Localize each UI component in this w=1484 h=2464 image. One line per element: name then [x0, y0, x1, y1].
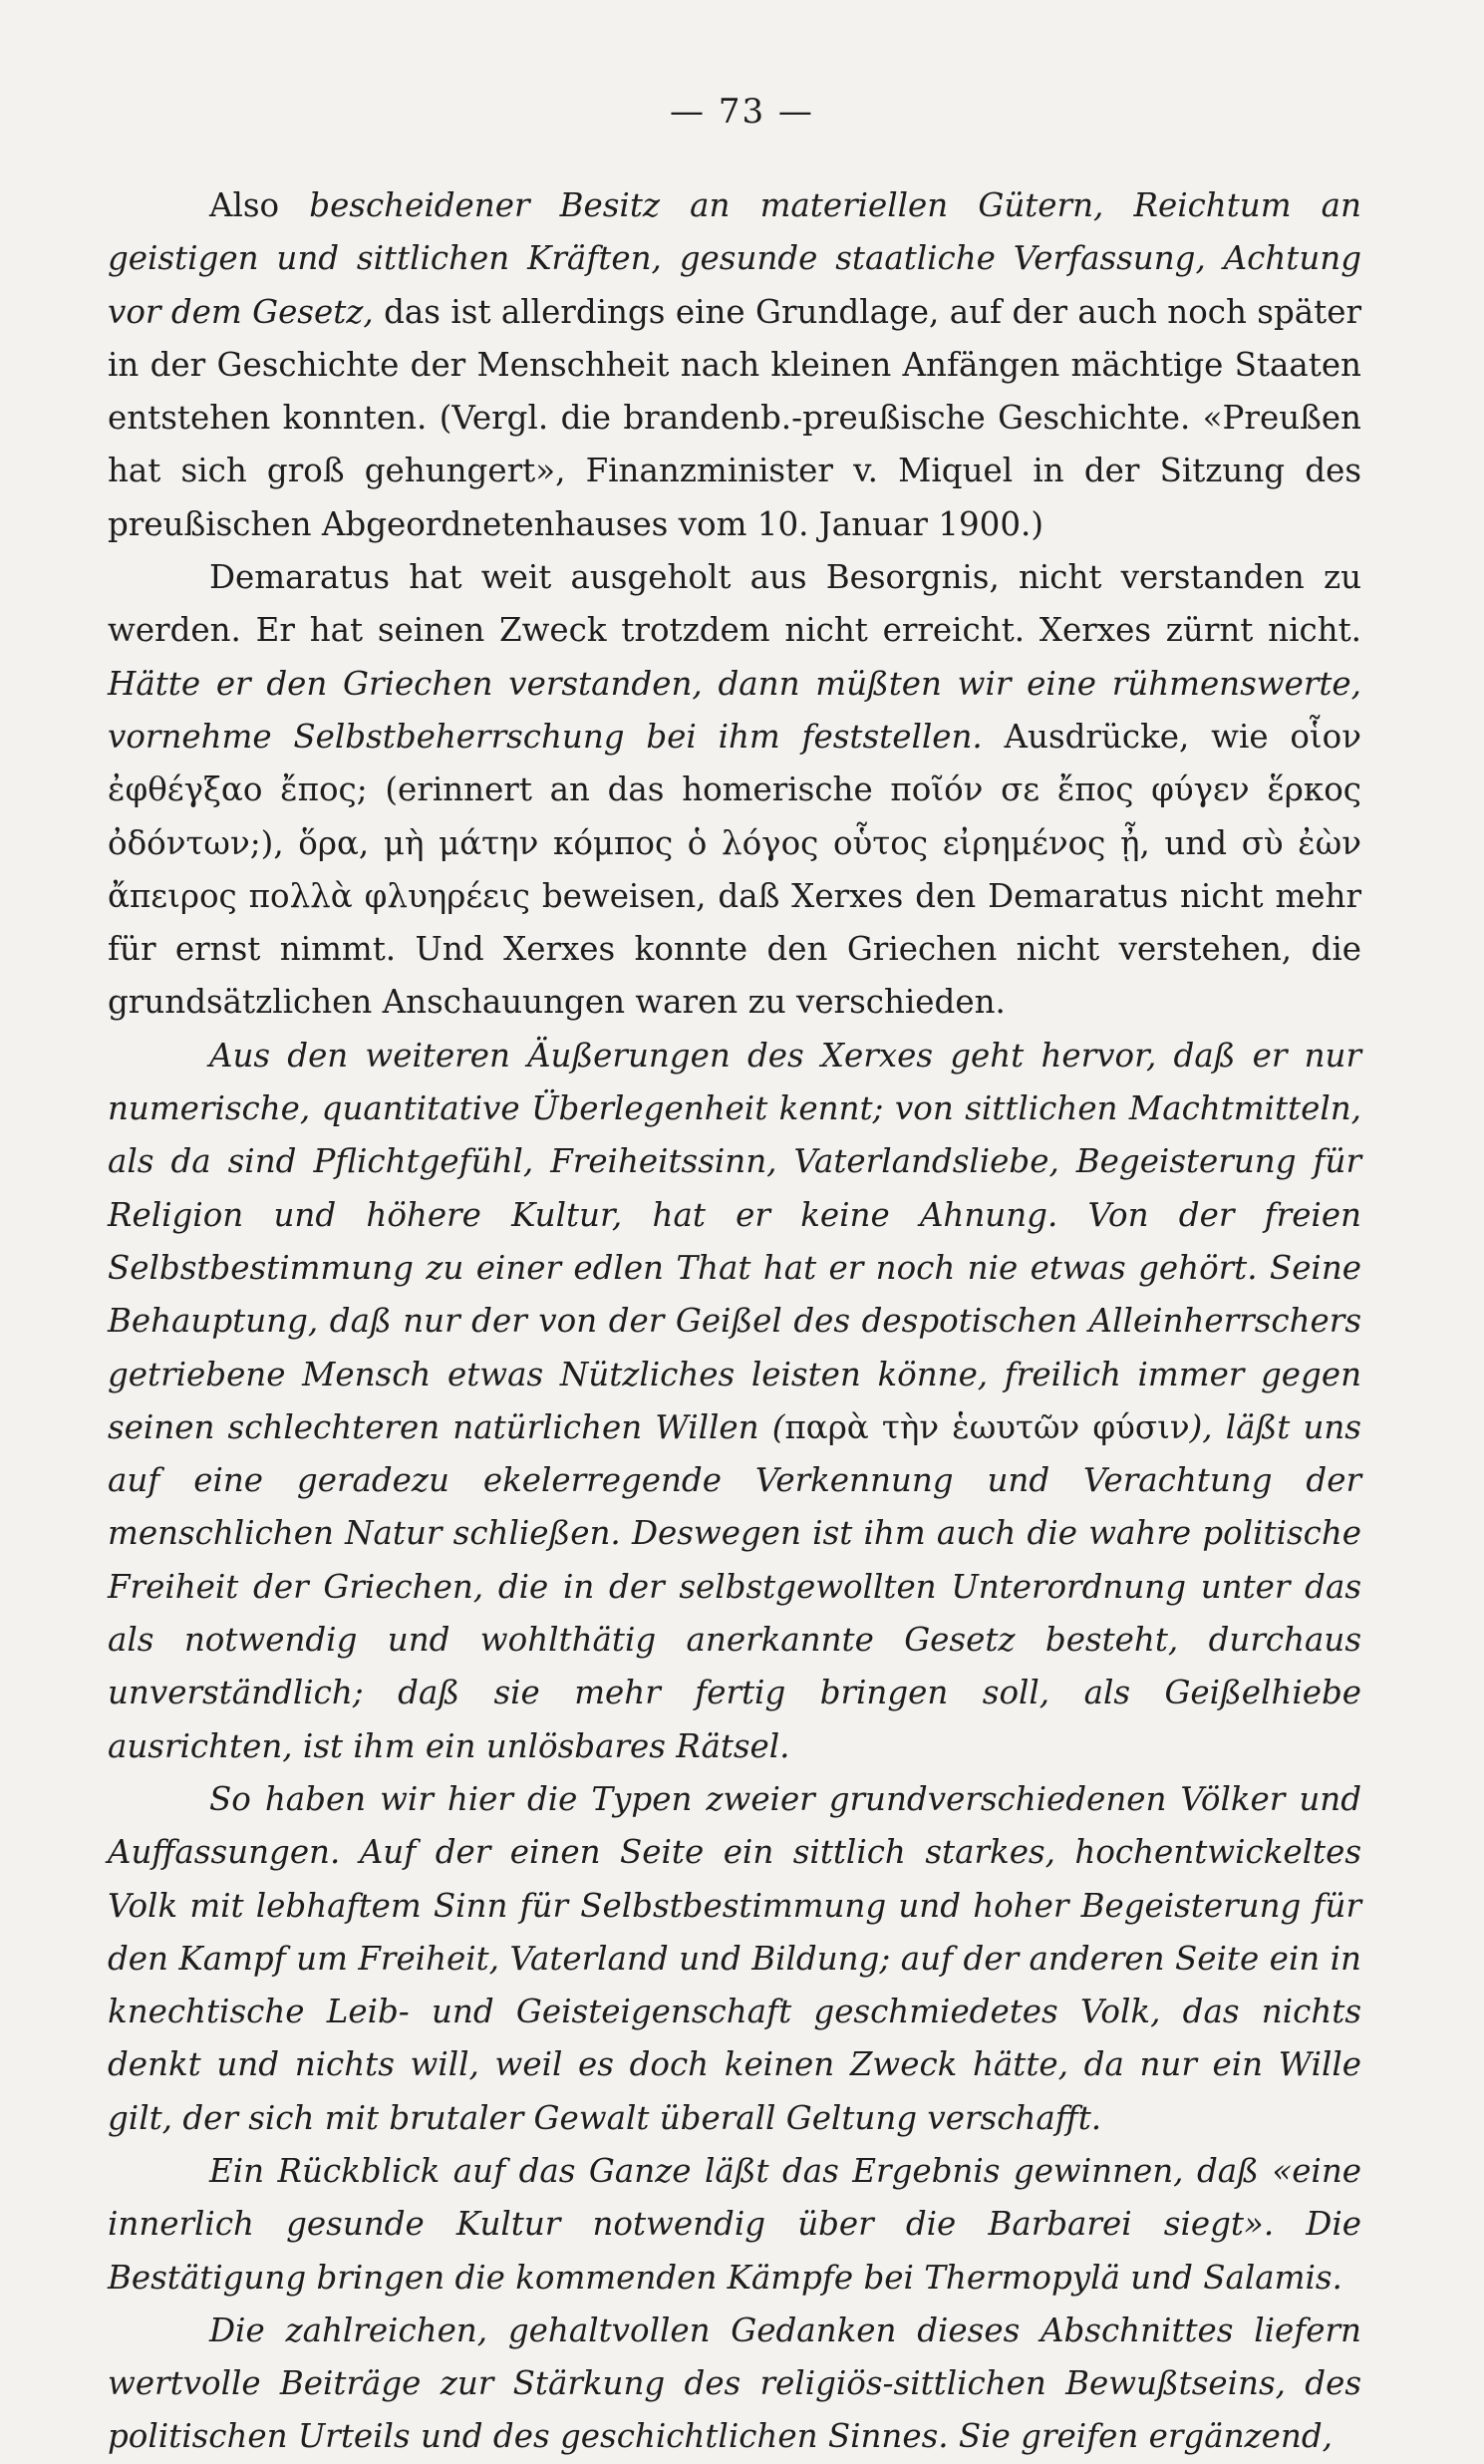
- text-segment-italic: Aus den weiteren Äußerungen des Xerxes geht hervor, daß er nur numerische, quantitative Überlegenheit kennt; von sittlichen Machtmitteln, als da sind Pflichtgefühl, Freiheitssinn, Vaterlandsliebe, Begeisterung für Religion und höhere Kultur, hat er keine Ahnung. Von der freien Selbstbestimmung zu einer edlen That hat er noch nie etwas gehört. Seine Behauptung, daß nur der von der Geißel des despotischen Alleinherrschers getriebene Mensch etwas Nützliches leisten könne, freilich immer gegen seinen schlechteren natürlichen Willen (: [108, 1036, 1361, 1446]
- page-number: — 73 —: [670, 92, 814, 132]
- text-segment-italic: So haben wir hier die Typen zweier grundverschiedenen Völker und Auffassungen. Auf der einen Seite ein sittlich starkes, hochentwickeltes Volk mit lebhaftem Sinn für Selbstbestimmung und hoher Begeisterung für den Kampf um Freiheit, Vaterland und Bildung; auf der anderen Seite ein in knechtische Leib- und Geisteigenschaft geschmiedetes Volk, das nichts denkt und nichts will, weil es doch keinen Zweck hätte, da nur ein Wille gilt, der sich mit brutaler Gewalt überall Geltung verschafft.: [108, 1779, 1361, 2137]
- paragraph: [108, 1773, 1361, 2145]
- text-segment-italic: Die zahlreichen, gehaltvollen Gedanken dieses Abschnittes liefern wertvolle Beiträge zur Stärkung des religiös-sittlichen Bewußtseins, des politischen Urteils und des geschichtlichen Sinnes. Sie greifen ergänzend,: [108, 2310, 1361, 2456]
- paragraph: [108, 551, 1361, 1030]
- text-segment-italic: Ein Rückblick auf das Ganze läßt das Ergebnis gewinnen, daß «eine innerlich gesunde Kultur notwendig über die Barbarei siegt». Die Bestätigung bringen die kommenden Kämpfe bei Thermopylä und Salamis.: [108, 2151, 1361, 2297]
- text-segment: Also: [209, 186, 310, 224]
- text-segment-greek: παρὰ τὴν ἑωυτῶν φύσιν: [784, 1407, 1190, 1446]
- text-segment: das ist allerdings eine Grundlage, auf der auch noch später in der Geschichte der Menschheit nach kleinen Anfängen mächtige Staaten entstehen konnten. (Vergl. die brandenb.-preußische Geschichte. «Preußen hat sich groß gehungert», Finanzminister v. Miquel in der Sitzung des preußischen Abgeordnetenhauses vom 10. Januar 1900.): [108, 292, 1361, 543]
- text-segment: Demaratus hat weit ausgeholt aus Besorgnis, nicht verstanden zu werden. Er hat seinen Zweck trotzdem nicht erreicht. Xerxes zürnt nicht.: [108, 558, 1361, 650]
- paragraph: [108, 2305, 1361, 2464]
- text-segment-italic: ), läßt uns auf eine geradezu ekelerregende Verkennung und Verachtung der menschlichen Natur schließen. Deswegen ist ihm auch die wahre politische Freiheit der Griechen, die in der selbstgewollten Unterordnung unter das als notwendig und wohlthätig anerkannte Gesetz besteht, durchaus unverständlich; daß sie mehr fertig bringen soll, als Geißelhiebe ausrichten, ist ihm ein unlösbares Rätsel.: [108, 1407, 1361, 1765]
- text-segment: Ausdrücke, wie οἷον ἐφθέγξαο ἔπος; (erinnert an das homerische ποῖόν σε ἔπος φύγεν ἕρκος ὀδόντων;), ὅρα, μὴ μάτην κόμπος ὁ λόγος οὗτος εἰρημένος ᾖ, und σὺ ἐὼν ἄπειρος πολλὰ φλυηρέεις beweisen, daß Xerxes den Demaratus nicht mehr für ernst nimmt. Und Xerxes konnte den Griechen nicht verstehen, die grundsätzlichen Anschauungen waren zu verschieden.: [108, 717, 1361, 1022]
- body-text: [108, 179, 1361, 2464]
- paragraph: [108, 179, 1361, 551]
- paragraph: [108, 2145, 1361, 2305]
- paragraph: [108, 1030, 1361, 1773]
- text-segment-italic: bescheidener Besitz an materiellen Gütern, Reichtum an geistigen und sittlichen Kräften, gesunde staatliche Verfassung, Achtung vor dem Gesetz,: [108, 186, 1361, 331]
- text-segment-italic: Hätte er den Griechen verstanden, dann müßten wir eine rühmenswerte, vornehme Selbstbeherrschung bei ihm feststellen.: [108, 664, 1361, 756]
